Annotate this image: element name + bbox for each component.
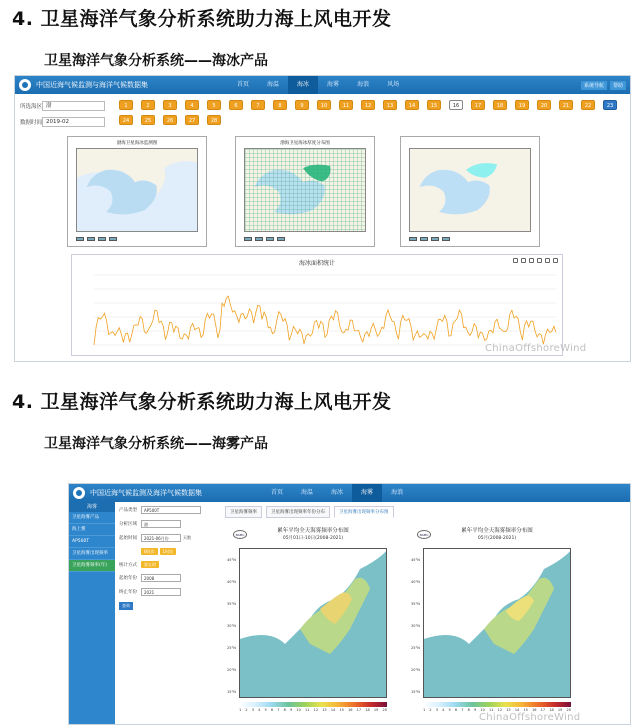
scale-label: 14: [514, 708, 520, 712]
nav-fog[interactable]: 海雾: [327, 81, 340, 88]
fog-map-subtitle: 05月01日-10日(2008-2021): [282, 536, 344, 541]
app-title: 中国近海气候监测与海洋气候数据集: [36, 81, 148, 89]
day-button[interactable]: 18: [493, 100, 507, 110]
product-select[interactable]: AP500T: [141, 506, 201, 514]
stat-option[interactable]: 第五时: [141, 561, 159, 568]
nav-sea-ice[interactable]: 海冰: [288, 76, 318, 94]
scale-label: 17: [540, 708, 546, 712]
scale-label: 10: [480, 708, 485, 712]
scale-label: 20: [566, 708, 571, 712]
latitude-label: 20°N: [227, 668, 236, 672]
scale-label: 2: [245, 708, 248, 712]
latitude-label: 25°N: [411, 646, 420, 650]
time-option-b[interactable]: 1时次: [160, 548, 177, 555]
day-button[interactable]: 13: [383, 100, 397, 110]
ice-map-2: [235, 136, 375, 247]
tab-fog-year-distribution[interactable]: 卫星海雾出现频率年份分布: [266, 506, 330, 518]
tab-fog-frequency[interactable]: 卫星海雾频率: [225, 506, 262, 518]
area-select[interactable]: 渤: [141, 520, 181, 528]
scale-label: 18: [365, 708, 370, 712]
time-input[interactable]: 2021-06月份: [141, 534, 181, 542]
download-icon[interactable]: [553, 258, 558, 263]
scale-label: 9: [474, 708, 477, 712]
fog-map-title: 累年平均全天海雾频率分布图: [277, 528, 349, 534]
nav-wave[interactable]: 海浪: [391, 489, 404, 496]
day-button[interactable]: 2: [141, 100, 155, 110]
nav-sea-ice[interactable]: 海冰: [331, 489, 344, 496]
time-label: 起始时间: [119, 536, 137, 541]
latitude-label: 25°N: [227, 646, 236, 650]
area-select[interactable]: 渤: [42, 101, 105, 111]
system-nav-button[interactable]: 系统导航: [581, 81, 607, 90]
ice-map-3: [400, 136, 540, 247]
stat-label: 统计方式: [119, 562, 137, 568]
map-grid: [245, 149, 365, 231]
map-title: 渤海卫星海冰监测图: [116, 141, 158, 146]
tab-fog-distribution-map[interactable]: 卫星海雾出现频率分布图: [334, 506, 394, 518]
agency-logo-icon: NSMC: [417, 530, 431, 539]
day-button[interactable]: 6: [229, 100, 243, 110]
scale-label: 4: [442, 708, 445, 712]
latitude-label: 45°N: [411, 558, 420, 562]
section1-subheading: 卫星海洋气象分析系统——海冰产品: [44, 53, 268, 69]
app-logo-icon: [19, 79, 31, 91]
day-button[interactable]: 21: [559, 100, 573, 110]
latitude-label: 40°N: [227, 580, 236, 584]
nav-home[interactable]: 首页: [271, 489, 284, 496]
area-label: 分析区域: [119, 522, 137, 527]
area-label: 所选海区: [20, 104, 43, 110]
scale-label: 1: [423, 708, 426, 712]
latitude-label: 30°N: [227, 624, 236, 628]
app-logo-icon: [73, 487, 85, 499]
scale-label: 3: [435, 708, 438, 712]
sidebar: [69, 502, 115, 724]
query-button[interactable]: 查询: [119, 602, 133, 610]
fog-map-panel-1: [225, 528, 401, 725]
day-button[interactable]: 23: [603, 100, 617, 110]
map-legend: [244, 235, 366, 243]
data-view-icon[interactable]: [529, 258, 534, 263]
day-button[interactable]: 15: [427, 100, 441, 110]
section1-heading: 4. 卫星海洋气象分析系统助力海上风电开发: [12, 8, 392, 30]
day-button[interactable]: 10: [317, 100, 331, 110]
restore-icon[interactable]: [521, 258, 526, 263]
day-button[interactable]: 11: [339, 100, 353, 110]
ice-map-1: [67, 136, 207, 247]
scale-label: 13: [506, 708, 511, 712]
day-button[interactable]: 4: [185, 100, 199, 110]
scale-label: 5: [448, 708, 451, 712]
fog-map-panel-2: [409, 528, 585, 725]
main-nav: [262, 484, 412, 502]
zoom-icon[interactable]: [513, 258, 518, 263]
nav-sst[interactable]: 海温: [267, 81, 280, 88]
product-label: 产品类型: [119, 508, 137, 513]
day-button[interactable]: 1: [119, 100, 133, 110]
app-topbar: [69, 484, 630, 502]
latitude-label: 20°N: [411, 668, 420, 672]
nav-wind[interactable]: 风场: [387, 81, 400, 88]
map-legend: [76, 235, 198, 243]
chart-toolbox: [513, 258, 558, 263]
chart-title: 海冰面积统计: [298, 260, 335, 267]
latitude-label: 40°N: [411, 580, 420, 584]
bar-icon[interactable]: [545, 258, 550, 263]
day-button[interactable]: 3: [163, 100, 177, 110]
ice-area-line: [94, 296, 556, 345]
map-canvas: [76, 148, 198, 232]
map-title: 渤海卫星海冰厚度分布图: [280, 141, 330, 146]
fog-scale-bar: [239, 702, 387, 707]
nav-home[interactable]: 首页: [237, 81, 250, 88]
scale-label: 17: [356, 708, 362, 712]
sidebar-item-ap500t[interactable]: AP500T: [69, 536, 115, 548]
end-year-input[interactable]: 2021: [141, 588, 181, 596]
fog-query-form: [119, 506, 223, 616]
day-button[interactable]: 28: [207, 115, 221, 125]
day-button[interactable]: 20: [537, 100, 551, 110]
fog-map-subtitle: 05月(2008-2021): [477, 536, 517, 541]
day-button[interactable]: 24: [119, 115, 133, 125]
time-label: 数据时间: [20, 120, 43, 126]
fog-scale-bar: [423, 702, 571, 707]
day-button[interactable]: 5: [207, 100, 221, 110]
day-button[interactable]: 7: [251, 100, 265, 110]
sidebar-item-fog-frequency[interactable]: 卫星海雾出现频率: [69, 548, 115, 560]
map-legend: [409, 235, 531, 243]
scale-label: 3: [251, 708, 254, 712]
scale-label: 11: [304, 708, 310, 712]
latitude-label: 15°N: [227, 690, 236, 694]
fog-scale-labels: [239, 708, 387, 712]
day-button[interactable]: 26: [163, 115, 177, 125]
scale-label: 7: [277, 708, 280, 712]
latitude-label: 35°N: [227, 602, 236, 606]
app-title: 中国近海气候监测及海洋气候数据集: [90, 489, 202, 497]
day-button[interactable]: 14: [405, 100, 419, 110]
query-form: [20, 101, 105, 133]
scale-label: 11: [488, 708, 494, 712]
scale-label: 4: [258, 708, 261, 712]
nav-wave[interactable]: 海浪: [357, 81, 370, 88]
sea-fog-app-screenshot: [68, 483, 631, 725]
fog-map-title: 累年平均全天海雾频率分布图: [461, 528, 533, 534]
scale-label: 13: [322, 708, 327, 712]
fog-map-canvas: [423, 548, 571, 698]
time-input[interactable]: 2019-02: [42, 117, 105, 127]
app-topbar: [15, 76, 630, 94]
start-year-input[interactable]: 2008: [141, 574, 181, 582]
day-button[interactable]: 19: [515, 100, 529, 110]
nav-fog[interactable]: 海雾: [352, 484, 382, 502]
map-canvas: [244, 148, 366, 232]
scale-label: 18: [549, 708, 554, 712]
sidebar-item-satellite-fog[interactable]: 卫星海雾产品: [69, 512, 115, 524]
scale-label: 1: [239, 708, 242, 712]
section2-heading: 4. 卫星海洋气象分析系统助力海上风电开发: [12, 391, 392, 413]
map-canvas: [409, 148, 531, 232]
scale-label: 2: [429, 708, 432, 712]
watermark: ChinaOffshoreWind: [479, 712, 581, 723]
line-icon[interactable]: [537, 258, 542, 263]
scale-label: 19: [557, 708, 563, 712]
scale-label: 9: [290, 708, 293, 712]
scale-label: 7: [461, 708, 464, 712]
help-button[interactable]: 帮助: [610, 81, 626, 90]
nav-sst[interactable]: 海温: [301, 489, 314, 496]
day-button[interactable]: 22: [581, 100, 595, 110]
ice-area-chart: [71, 254, 563, 356]
scale-label: 16: [532, 708, 537, 712]
result-tabs: [225, 506, 394, 518]
latitude-label: 45°N: [227, 558, 236, 562]
time-unit: 天数: [183, 535, 191, 540]
scale-label: 6: [454, 708, 458, 712]
scale-label: 20: [382, 708, 387, 712]
section2-subheading: 卫星海洋气象分析系统——海雾产品: [44, 436, 268, 452]
day-button[interactable]: 16: [449, 100, 463, 110]
day-button[interactable]: 9: [295, 100, 309, 110]
sea-ice-app-screenshot: [14, 75, 631, 362]
watermark: ChinaOffshoreWind: [485, 343, 587, 354]
scale-label: 5: [264, 708, 267, 712]
time-option-a[interactable]: 0时次: [141, 548, 158, 555]
scale-label: 6: [270, 708, 274, 712]
latitude-label: 35°N: [411, 602, 420, 606]
day-button[interactable]: 25: [141, 115, 155, 125]
start-year-label: 起始年份: [119, 576, 137, 581]
scale-label: 14: [330, 708, 336, 712]
sidebar-item-fog-frequency-year[interactable]: 卫星海雾频率(年): [69, 560, 115, 572]
main-nav: [228, 76, 408, 94]
scale-label: 10: [296, 708, 301, 712]
sidebar-item-sea-fog[interactable]: 海上雾: [69, 524, 115, 536]
scale-label: 15: [339, 708, 344, 712]
latitude-label: 15°N: [411, 690, 420, 694]
day-button[interactable]: 12: [361, 100, 375, 110]
scale-label: 19: [373, 708, 379, 712]
scale-label: 8: [283, 708, 286, 712]
scale-label: 12: [313, 708, 319, 712]
latitude-label: 30°N: [411, 624, 420, 628]
day-button[interactable]: 27: [185, 115, 199, 125]
day-buttons: [119, 100, 629, 125]
scale-label: 8: [467, 708, 470, 712]
scale-label: 15: [523, 708, 528, 712]
end-year-label: 终止年份: [119, 590, 137, 595]
day-button[interactable]: 8: [273, 100, 287, 110]
fog-map-canvas: [239, 548, 387, 698]
day-button[interactable]: 17: [471, 100, 485, 110]
scale-label: 16: [348, 708, 353, 712]
agency-logo-icon: NSMC: [233, 530, 247, 539]
scale-label: 12: [497, 708, 503, 712]
sidebar-header: 海雾: [69, 502, 115, 512]
